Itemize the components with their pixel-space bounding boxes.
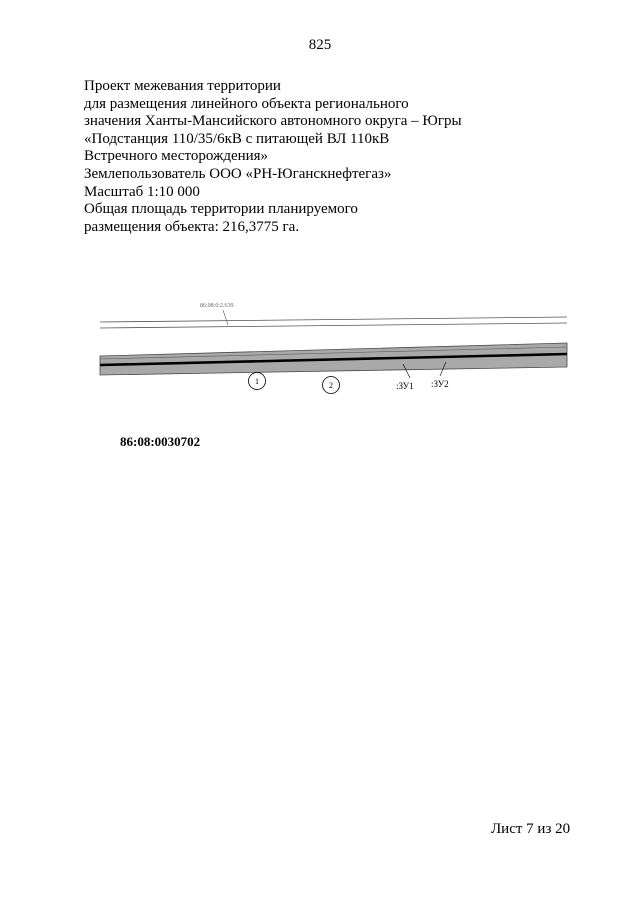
header-line: Проект межевания территории xyxy=(84,78,281,94)
zone-label: :ЗУ2 xyxy=(431,379,449,389)
cadastral-quarter-number: 86:08:0030702 xyxy=(120,434,201,449)
header-line: значения Ханты-Мансийского автономного округа – Югры xyxy=(84,113,462,130)
header-line: «Подстанция 110/35/6кВ с питающей ВЛ 110кВ xyxy=(84,130,390,147)
header-line: Общая площадь территории планируемого xyxy=(84,201,358,218)
header-line: Землепользователь ООО «РН-Юганскнефтегаз» xyxy=(84,165,392,182)
point-label: 1 xyxy=(255,377,259,386)
project-header xyxy=(84,78,564,236)
point-label: 2 xyxy=(329,381,333,390)
page-number: 825 xyxy=(308,37,332,53)
map-drawing xyxy=(0,292,640,412)
area-line: размещения объекта: 216,3775 га. xyxy=(84,218,300,235)
sheet-number: Лист 7 из 20 xyxy=(491,821,571,837)
parcel-leader-line xyxy=(223,310,228,325)
road-line xyxy=(100,317,567,322)
scale-line: Масштаб 1:10 000 xyxy=(84,183,200,200)
header-line: для размещения линейного объекта регионального xyxy=(84,95,409,112)
road-line xyxy=(100,323,567,328)
parcel-label: 86:08:0:2.639 xyxy=(200,303,234,309)
zone-label: :ЗУ1 xyxy=(396,381,414,391)
header-line: Встречного месторождения» xyxy=(84,148,269,165)
map-svg xyxy=(0,292,640,412)
